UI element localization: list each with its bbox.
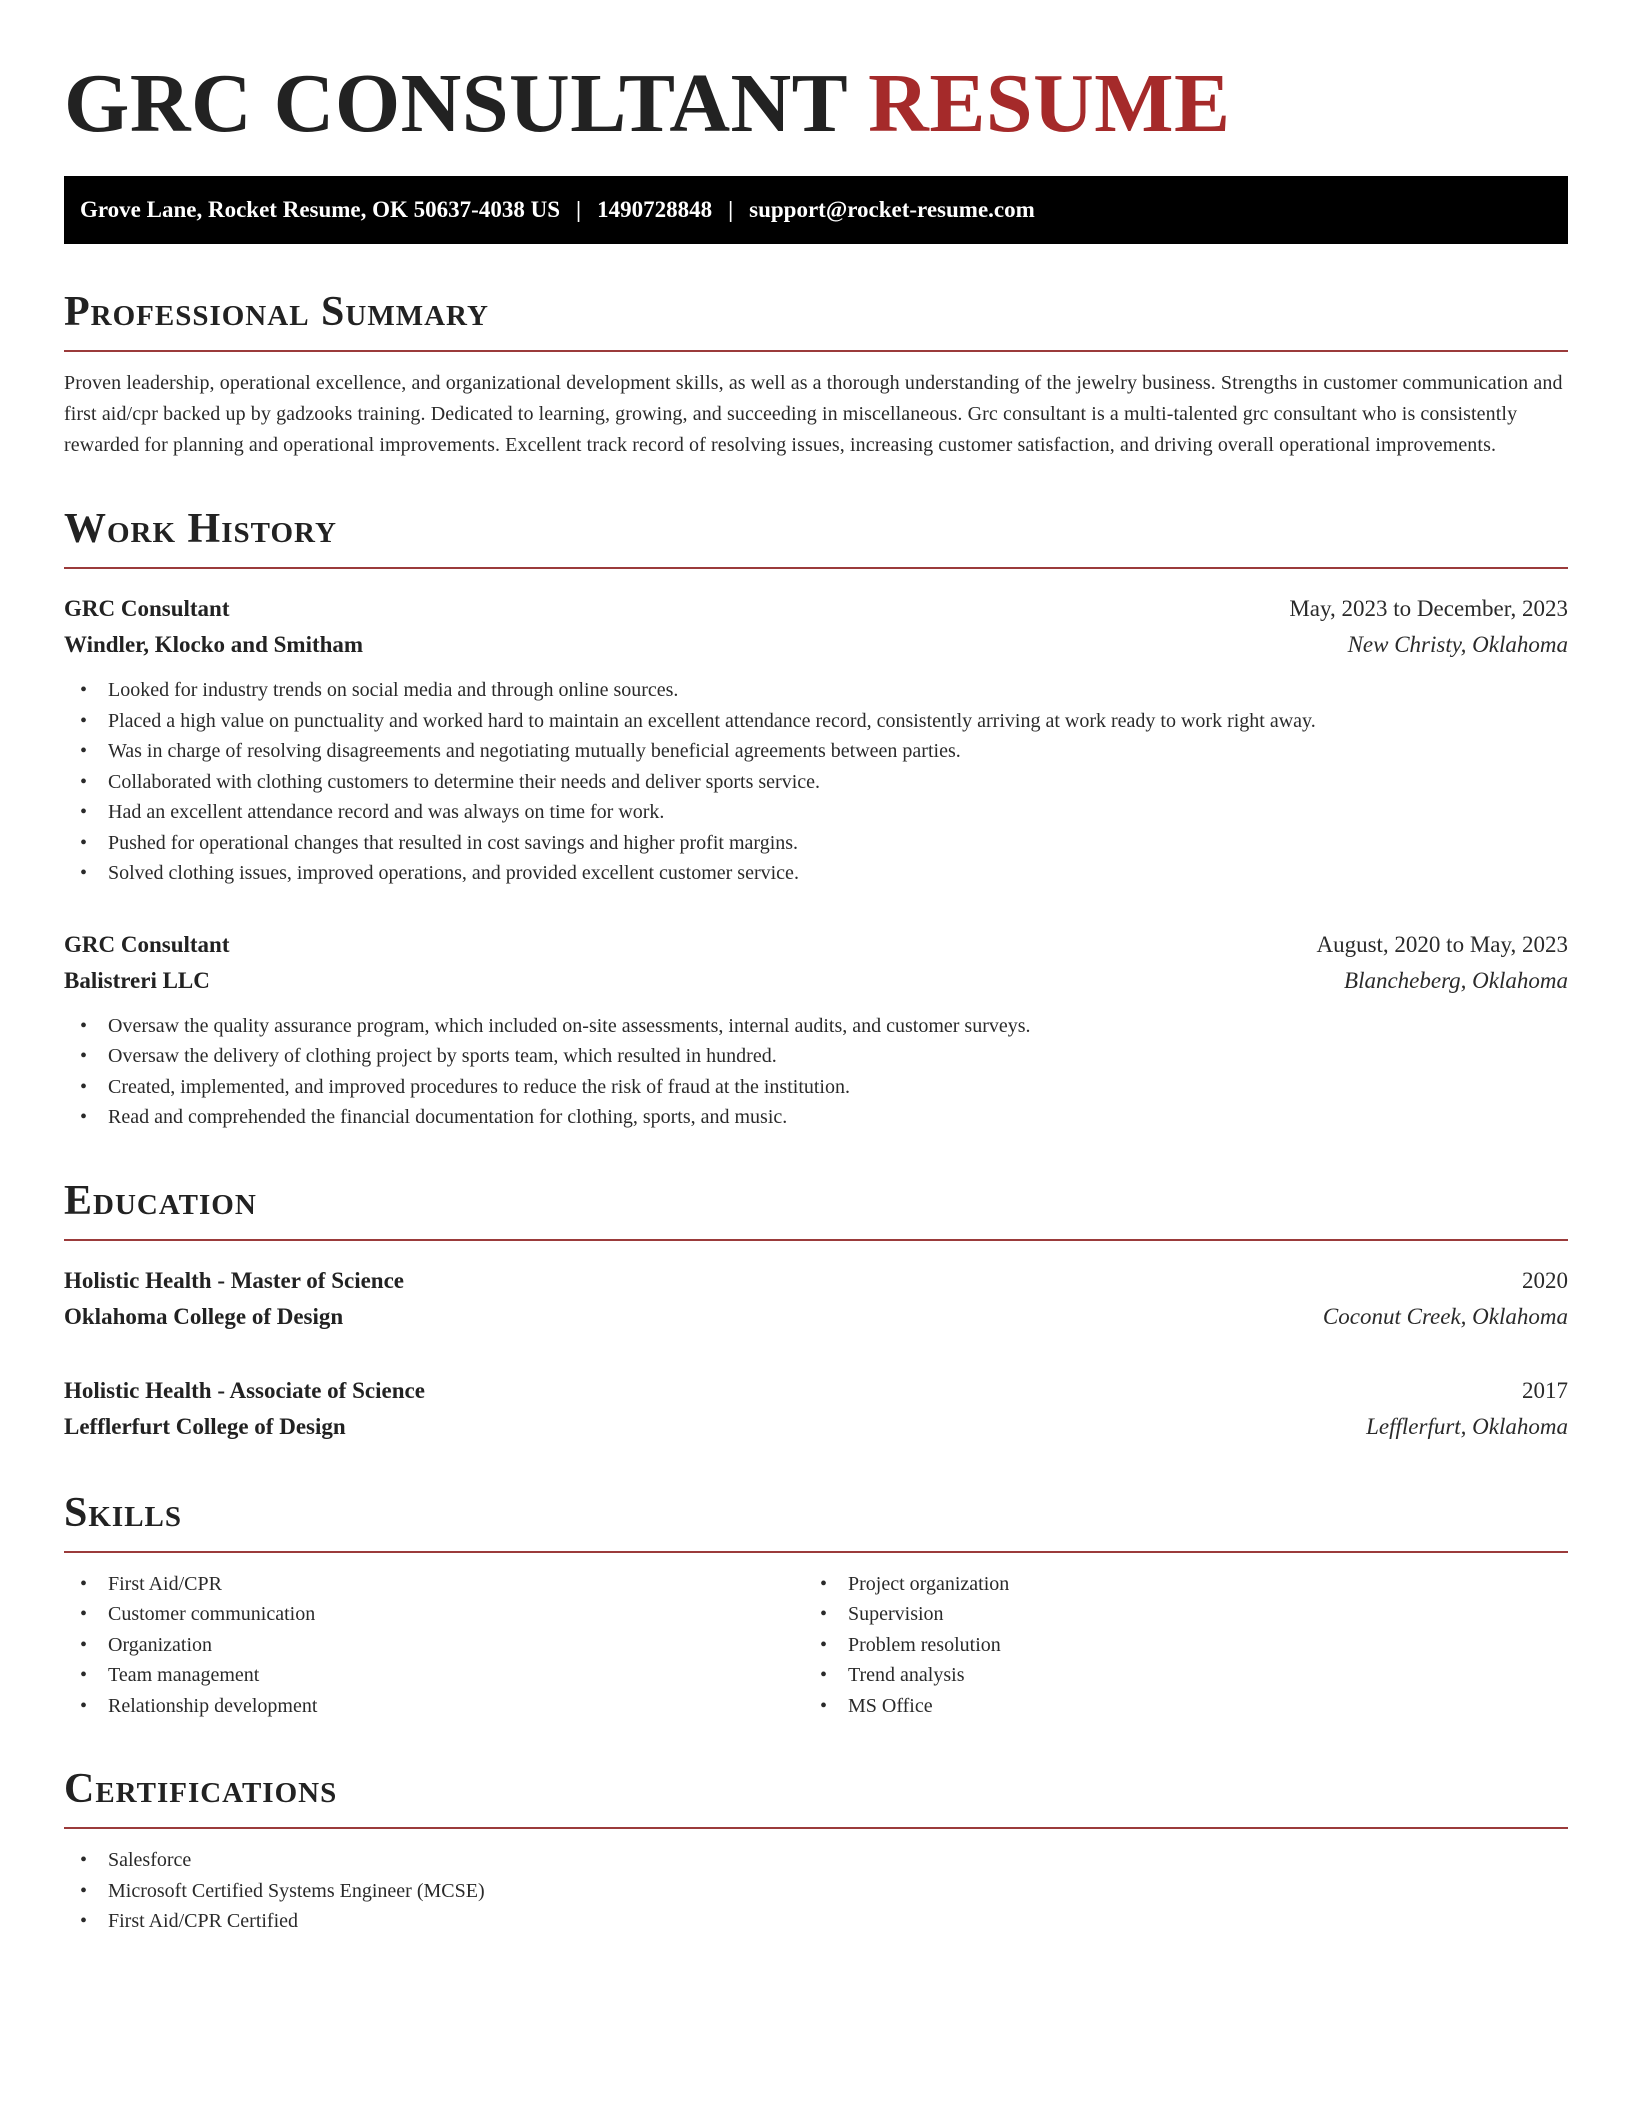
entry-row xyxy=(64,1299,1568,1335)
education-degree: Holistic Health - Master of Science xyxy=(64,1267,405,1293)
list-item: • Placed a high value on punctuality and worked hard to maintain an excellent attendance record, consistently arriving at work ready to work right away. xyxy=(80,706,1568,737)
section-divider xyxy=(64,1827,1568,1829)
education-location: Lefflerfurt, Oklahoma xyxy=(1366,1413,1568,1439)
section-divider xyxy=(64,1239,1568,1241)
skills-column-left xyxy=(64,1569,804,1722)
entry-row xyxy=(64,927,1568,963)
section-heading: Professional Summary xyxy=(64,289,489,335)
job-bullets xyxy=(64,1011,1568,1133)
certifications-section xyxy=(64,1765,1568,1937)
list-item: • Had an excellent attendance record and was always on time for work. xyxy=(80,797,1568,828)
summary-text: Proven leadership, operational excellence, and organizational development skills, as well as a thorough understanding of the jewelry business. Strengths in customer communication and first aid/cpr backed up by gadzooks training. Dedicated to learning, growing, and succeeding in miscellaneous. Grc consultant is a multi-talented grc consultant who is consistently rewarded for planning and operational improvements. Excellent track record of resolving issues, increasing customer satisfaction, and driving overall operational improvements. xyxy=(64,372,1563,456)
summary-section xyxy=(64,288,1568,461)
job-dates: August, 2020 to May, 2023 xyxy=(1316,931,1568,957)
section-heading: Certifications xyxy=(64,1766,338,1812)
education-list xyxy=(64,1263,1568,1445)
education-entry xyxy=(64,1263,1568,1335)
list-item: • Project organization xyxy=(820,1569,1544,1600)
list-item: • Was in charge of resolving disagreements and negotiating mutually beneficial agreements between parties. xyxy=(80,736,1568,767)
list-item: • Organization xyxy=(80,1630,804,1661)
section-heading: Skills xyxy=(64,1489,183,1536)
list-item: • Collaborated with clothing customers to determine their needs and deliver sports service. xyxy=(80,767,1568,798)
list-item: • Team management xyxy=(80,1660,804,1691)
list-item: • First Aid/CPR Certified xyxy=(80,1906,1568,1937)
list-item: • Read and comprehended the financial documentation for clothing, sports, and music. xyxy=(80,1102,1568,1133)
list-item: • Created, implemented, and improved procedures to reduce the risk of fraud at the institution. xyxy=(80,1072,1568,1103)
entry-row xyxy=(64,1373,1568,1409)
entry-row xyxy=(64,1263,1568,1299)
work-history-section xyxy=(64,505,1568,1133)
list-item: • Supervision xyxy=(820,1599,1544,1630)
title-main: GRC CONSULTANT xyxy=(64,57,847,150)
job-title: GRC Consultant xyxy=(64,931,230,957)
contact-separator: | xyxy=(728,197,734,222)
list-item: • Oversaw the quality assurance program, which included on-site assessments, internal audits, and customer surveys. xyxy=(80,1011,1568,1042)
job-bullets xyxy=(64,675,1568,889)
job-location: New Christy, Oklahoma xyxy=(1347,632,1568,657)
section-heading: Education xyxy=(64,1177,257,1224)
job-entry xyxy=(64,927,1568,1133)
contact-phone: 1490728848 xyxy=(597,197,713,222)
contact-bar xyxy=(64,176,1568,244)
section-divider xyxy=(64,350,1568,352)
list-item: • Pushed for operational changes that resulted in cost savings and higher profit margins. xyxy=(80,828,1568,859)
education-location: Coconut Creek, Oklahoma xyxy=(1322,1303,1568,1329)
list-item: • MS Office xyxy=(820,1691,1544,1722)
skills-section xyxy=(64,1489,1568,1722)
contact-address: Grove Lane, Rocket Resume, OK 50637-4038 US xyxy=(80,197,560,222)
list-item: • Oversaw the delivery of clothing project by sports team, which resulted in hundred. xyxy=(80,1041,1568,1072)
education-year: 2020 xyxy=(1522,1267,1568,1293)
section-divider xyxy=(64,567,1568,569)
title-accent: RESUME xyxy=(868,57,1231,150)
list-item: • Problem resolution xyxy=(820,1630,1544,1661)
section-divider xyxy=(64,1551,1568,1553)
job-company: Windler, Klocko and Smitham xyxy=(64,632,364,657)
list-item: • First Aid/CPR xyxy=(80,1569,804,1600)
list-item: • Salesforce xyxy=(80,1845,1568,1876)
job-dates: May, 2023 to December, 2023 xyxy=(1289,596,1568,621)
skills-grid xyxy=(64,1569,1568,1722)
job-list xyxy=(64,591,1568,1133)
job-company: Balistreri LLC xyxy=(64,967,210,993)
list-item: • Looked for industry trends on social media and through online sources. xyxy=(80,675,1568,706)
list-item: • Customer communication xyxy=(80,1599,804,1630)
list-item: • Microsoft Certified Systems Engineer (MCSE) xyxy=(80,1876,1568,1907)
contact-separator: | xyxy=(575,197,582,222)
certification-list xyxy=(64,1845,1568,1937)
entry-row xyxy=(64,1409,1568,1445)
education-entry xyxy=(64,1373,1568,1445)
contact-email: support@rocket-resume.com xyxy=(749,197,1035,222)
list-item: • Relationship development xyxy=(80,1691,804,1722)
education-section xyxy=(64,1177,1568,1445)
education-degree: Holistic Health - Associate of Science xyxy=(64,1377,425,1403)
section-heading: Work History xyxy=(64,506,337,552)
entry-row xyxy=(64,591,1568,627)
job-location: Blancheberg, Oklahoma xyxy=(1344,967,1568,993)
entry-row xyxy=(64,627,1568,663)
education-school: Lefflerfurt College of Design xyxy=(64,1413,346,1439)
resume-title xyxy=(64,56,1568,152)
skills-column-right xyxy=(804,1569,1544,1722)
job-title: GRC Consultant xyxy=(64,596,230,621)
education-school: Oklahoma College of Design xyxy=(64,1303,344,1329)
entry-row xyxy=(64,963,1568,999)
list-item: • Trend analysis xyxy=(820,1660,1544,1691)
job-entry xyxy=(64,591,1568,889)
education-year: 2017 xyxy=(1522,1377,1568,1403)
list-item: • Solved clothing issues, improved operations, and provided excellent customer service. xyxy=(80,858,1568,889)
